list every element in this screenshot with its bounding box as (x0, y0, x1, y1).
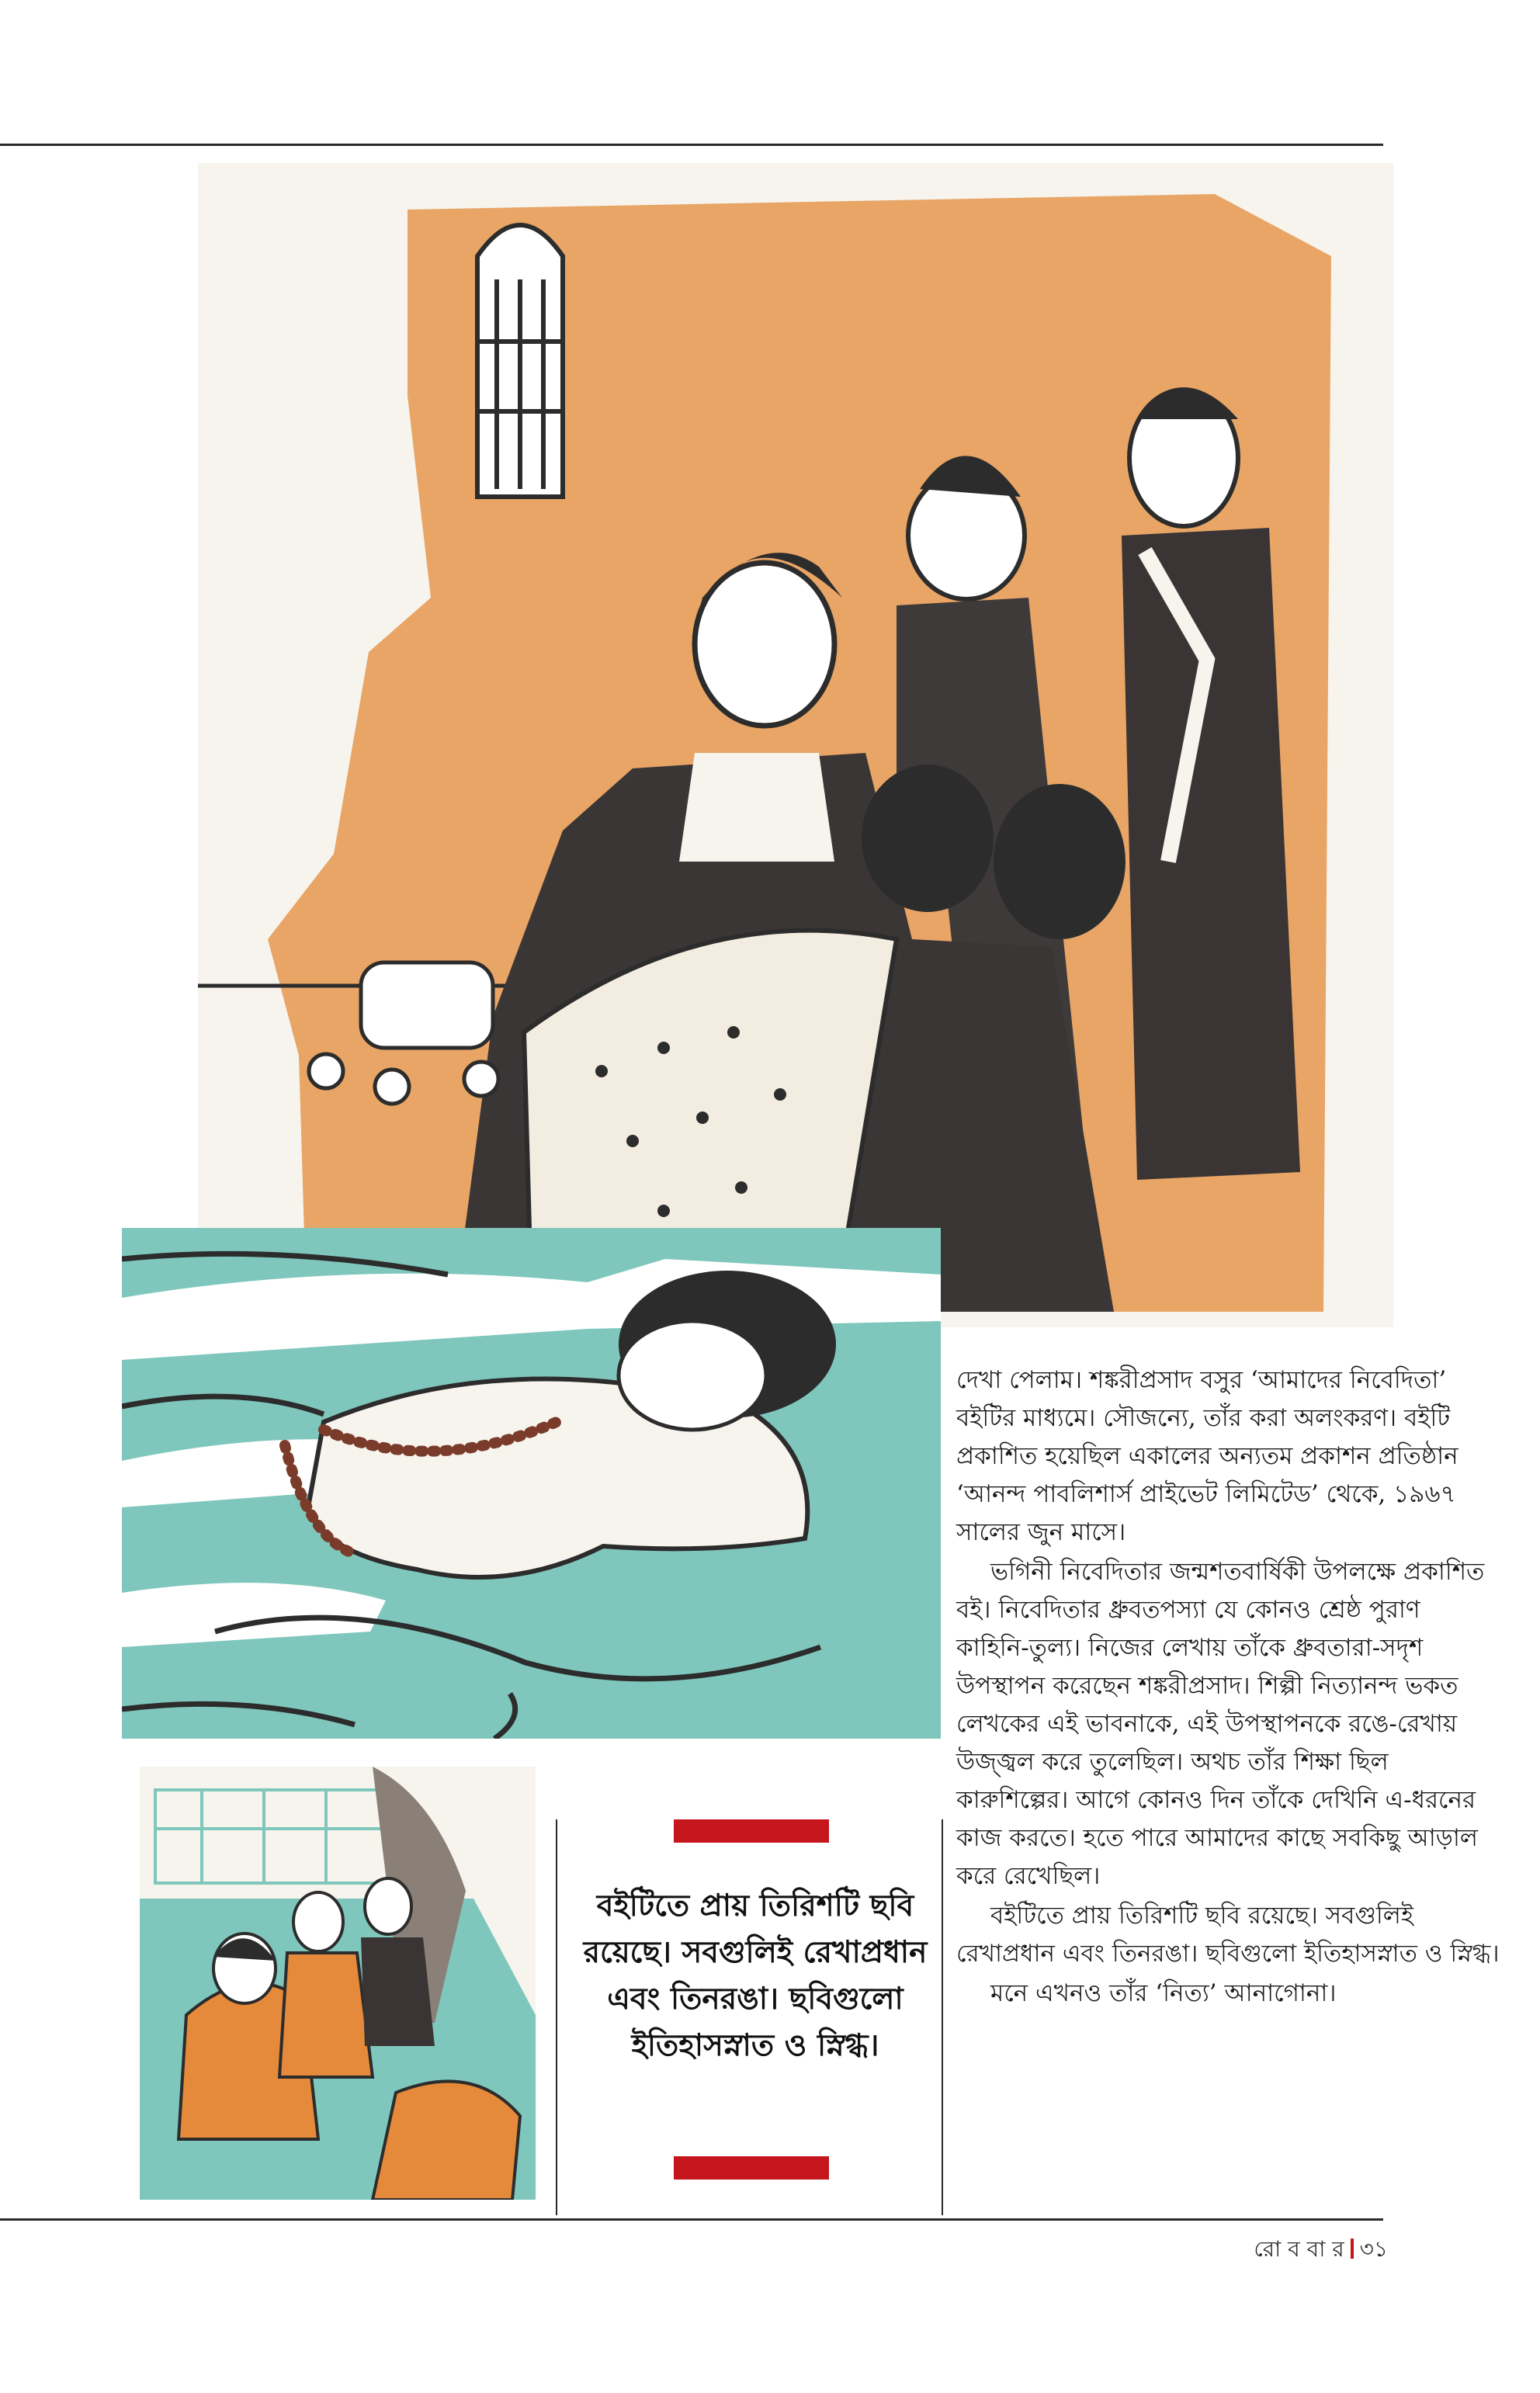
body-paragraph: ভগিনী নিবেদিতার জন্মশতবার্ষিকী উপলক্ষে প্রকাশিত বই। নিবেদিতার ধ্রুবতপস্যা যে কোনও শ্রেষ্ঠ পুরাণ কাহিনি-তুল্য। নিজের লেখায় তাঁকে ধ্রুবতারা-সদৃশ উপস্থাপন করেছেন শঙ্করীপ্রসাদ। শিল্পী নিত্যানন্দ ভকত লেখকের এই ভাবনাকে, এই উপস্থাপনকে রঙে-রেখায় উজ্জ্বল করে তুলেছিল। অথচ তাঁর শিক্ষা ছিল কারুশিল্পের। আগে কোনও দিন তাঁকে দেখিনি এ-ধরনের কাজ করতে। হতে পারে আমাদের কাছে সবকিছু আড়াল করে রেখেছিল। (956, 1558, 1485, 1890)
bottom-rule (0, 2218, 1383, 2221)
pull-quote-text: বইটিতে প্রায় তিরিশটি ছবি রয়েছে। সবগুলিই রেখাপ্রধান এবং তিনরঙা। ছবিগুলো ইতিহাসস্নাত ও স্নিগ্ধ। (583, 1888, 928, 2063)
illustration-nursing-scene (198, 163, 1393, 1327)
body-paragraph: দেখা পেলাম। শঙ্করীপ্রসাদ বসুর ‘আমাদের নিবেদিতা’ বইটির মাধ্যমে। সৌজন্যে, তাঁর করা অলংকরণ। বইটি প্রকাশিত হয়েছিল একালের অন্যতম প্রকাশন প্রতিষ্ঠান ‘আনন্দ পাবলিশার্স প্রাইভেট লিমিটেড’ থেকে, ১৯৬৭ সালের জুন মাসে। (956, 1366, 1458, 1546)
pull-quote-top-bar (674, 1819, 829, 1843)
footer-separator (1351, 2239, 1354, 2259)
magazine-name: রো ব বা র (1254, 2236, 1344, 2262)
illustration-seated-group (140, 1767, 536, 2200)
body-paragraph: মনে এখনও তাঁর ‘নিত্য’ আনাগোনা। (990, 1979, 1337, 2007)
page-footer (1254, 2232, 1388, 2269)
top-rule (0, 144, 1383, 146)
pull-quote-box (557, 1815, 945, 2211)
body-paragraph: বইটিতে প্রায় তিরিশটি ছবি রয়েছে। সবগুলিই রেখাপ্রধান এবং তিনরঙা। ছবিগুলো ইতিহাসস্নাত ও স্নিগ্ধ। (956, 1902, 1500, 1968)
article-body (956, 1361, 1500, 2014)
illustration-reclining-figure (122, 1228, 941, 1739)
pull-quote-bottom-bar (674, 2156, 829, 2180)
page-number: ৩১ (1359, 2236, 1388, 2262)
